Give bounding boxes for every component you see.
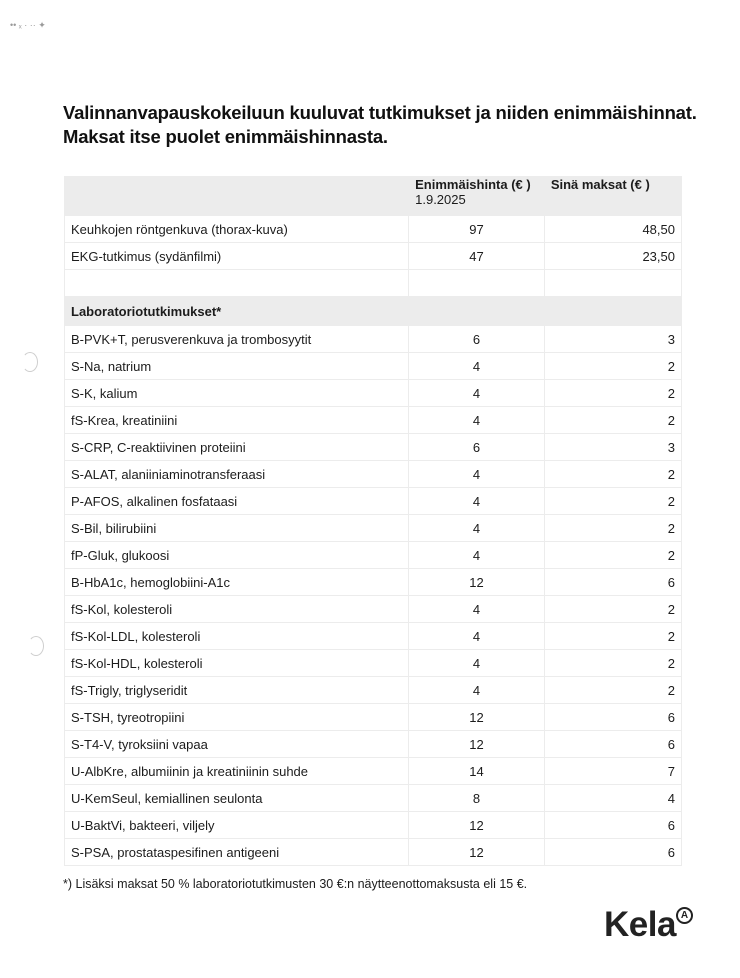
exam-name-cell: fP-Gluk, glukoosi — [65, 542, 409, 569]
table-row — [65, 731, 682, 758]
page-title — [63, 101, 697, 149]
table-row — [65, 677, 682, 704]
you-pay-cell: 2 — [544, 650, 681, 677]
max-price-cell: 47 — [409, 243, 545, 270]
you-pay-cell: 6 — [544, 704, 681, 731]
exam-name-cell: Keuhkojen röntgenkuva (thorax-kuva) — [65, 216, 409, 243]
you-pay-cell: 2 — [544, 461, 681, 488]
table-row — [65, 812, 682, 839]
max-price-cell: 12 — [409, 839, 545, 866]
exam-name-cell: S-Na, natrium — [65, 353, 409, 380]
you-pay-cell: 23,50 — [544, 243, 681, 270]
logo-wordmark: Kela — [604, 905, 676, 944]
max-price-cell: 6 — [409, 326, 545, 353]
header-max-price — [409, 177, 545, 216]
max-price-cell: 12 — [409, 704, 545, 731]
empty-cell — [409, 297, 545, 326]
you-pay-cell: 2 — [544, 596, 681, 623]
exam-name-cell: B-HbA1c, hemoglobiini-A1c — [65, 569, 409, 596]
max-price-cell: 4 — [409, 677, 545, 704]
exam-name-cell: S-Bil, bilirubiini — [65, 515, 409, 542]
table-row — [65, 785, 682, 812]
spacer-row — [65, 270, 682, 297]
kela-emblem-icon: A — [676, 907, 693, 924]
exam-name-cell: P-AFOS, alkalinen fosfataasi — [65, 488, 409, 515]
exam-name-cell: EKG-tutkimus (sydänfilmi) — [65, 243, 409, 270]
empty-cell — [409, 270, 545, 297]
max-price-cell: 4 — [409, 542, 545, 569]
table-row — [65, 758, 682, 785]
table-row — [65, 353, 682, 380]
table-row — [65, 569, 682, 596]
exam-name-cell: S-TSH, tyreotropiini — [65, 704, 409, 731]
max-price-cell: 12 — [409, 569, 545, 596]
table-row — [65, 515, 682, 542]
max-price-cell: 12 — [409, 731, 545, 758]
max-price-cell: 4 — [409, 407, 545, 434]
exam-name-cell: S-PSA, prostataspesifinen antigeeni — [65, 839, 409, 866]
table-row — [65, 704, 682, 731]
title-line-2: Maksat itse puolet enimmäishinnasta. — [63, 126, 388, 147]
max-price-cell: 97 — [409, 216, 545, 243]
you-pay-cell: 6 — [544, 839, 681, 866]
table-row — [65, 623, 682, 650]
empty-cell — [65, 270, 409, 297]
table-row — [65, 461, 682, 488]
you-pay-cell: 2 — [544, 677, 681, 704]
exam-name-cell: S-K, kalium — [65, 380, 409, 407]
price-table — [64, 176, 682, 866]
table-row — [65, 380, 682, 407]
exam-name-cell: fS-Trigly, triglyseridit — [65, 677, 409, 704]
exam-name-cell: fS-Kol, kolesteroli — [65, 596, 409, 623]
title-line-1: Valinnanvapauskokeiluun kuuluvat tutkimukset ja niiden enimmäishinnat. — [63, 102, 697, 123]
table-row — [65, 542, 682, 569]
empty-cell — [544, 297, 681, 326]
footnote: *) Lisäksi maksat 50 % laboratoriotutkimusten 30 €:n näytteenottomaksusta eli 15 €. — [63, 877, 528, 891]
you-pay-cell: 48,50 — [544, 216, 681, 243]
you-pay-cell: 2 — [544, 515, 681, 542]
you-pay-cell: 2 — [544, 353, 681, 380]
you-pay-cell: 2 — [544, 623, 681, 650]
you-pay-cell: 6 — [544, 731, 681, 758]
you-pay-cell: 2 — [544, 542, 681, 569]
you-pay-cell: 2 — [544, 380, 681, 407]
header-max-price-date: 1.9.2025 — [415, 192, 466, 207]
punch-hole-mark — [22, 352, 38, 372]
header-max-price-label: Enimmäishinta (€ ) — [415, 177, 531, 192]
exam-name-cell: S-CRP, C-reaktiivinen proteiini — [65, 434, 409, 461]
you-pay-cell: 4 — [544, 785, 681, 812]
max-price-cell: 4 — [409, 461, 545, 488]
exam-name-cell: U-AlbKre, albumiinin ja kreatiniinin suhde — [65, 758, 409, 785]
punch-hole-mark — [28, 636, 44, 656]
header-you-pay: Sinä maksat (€ ) — [544, 177, 681, 216]
table-row — [65, 839, 682, 866]
table-row — [65, 216, 682, 243]
section-header-row — [65, 297, 682, 326]
kela-logo — [604, 905, 689, 945]
header-empty-cell — [65, 177, 409, 216]
you-pay-cell: 2 — [544, 488, 681, 515]
you-pay-cell: 6 — [544, 812, 681, 839]
table-row — [65, 326, 682, 353]
max-price-cell: 8 — [409, 785, 545, 812]
you-pay-cell: 6 — [544, 569, 681, 596]
max-price-cell: 6 — [409, 434, 545, 461]
exam-name-cell: U-BaktVi, bakteeri, viljely — [65, 812, 409, 839]
exam-name-cell: S-T4-V, tyroksiini vapaa — [65, 731, 409, 758]
max-price-cell: 4 — [409, 380, 545, 407]
max-price-cell: 4 — [409, 515, 545, 542]
exam-name-cell: U-KemSeul, kemiallinen seulonta — [65, 785, 409, 812]
max-price-cell: 12 — [409, 812, 545, 839]
scan-artifact-mark: •• ₓ · ·· ✦ — [10, 20, 46, 30]
you-pay-cell: 2 — [544, 407, 681, 434]
section-title: Laboratoriotutkimukset* — [65, 297, 409, 326]
you-pay-cell: 3 — [544, 434, 681, 461]
table-row — [65, 243, 682, 270]
exam-name-cell: fS-Kol-HDL, kolesteroli — [65, 650, 409, 677]
empty-cell — [544, 270, 681, 297]
exam-name-cell: B-PVK+T, perusverenkuva ja trombosyytit — [65, 326, 409, 353]
max-price-cell: 4 — [409, 353, 545, 380]
you-pay-cell: 7 — [544, 758, 681, 785]
table-row — [65, 650, 682, 677]
table-header-row — [65, 177, 682, 216]
exam-name-cell: S-ALAT, alaniiniaminotransferaasi — [65, 461, 409, 488]
you-pay-cell: 3 — [544, 326, 681, 353]
max-price-cell: 4 — [409, 650, 545, 677]
max-price-cell: 4 — [409, 488, 545, 515]
max-price-cell: 14 — [409, 758, 545, 785]
max-price-cell: 4 — [409, 596, 545, 623]
exam-name-cell: fS-Krea, kreatiniini — [65, 407, 409, 434]
table-row — [65, 434, 682, 461]
table-row — [65, 488, 682, 515]
exam-name-cell: fS-Kol-LDL, kolesteroli — [65, 623, 409, 650]
table-row — [65, 596, 682, 623]
table-row — [65, 407, 682, 434]
max-price-cell: 4 — [409, 623, 545, 650]
